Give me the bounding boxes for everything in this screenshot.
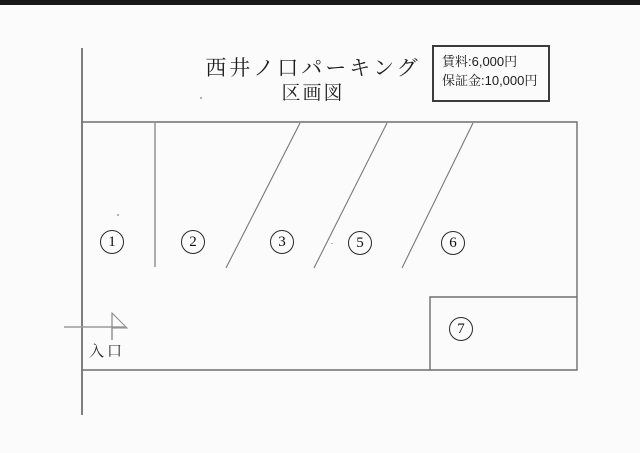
space-5-number: 5 bbox=[356, 234, 364, 251]
space-2-badge bbox=[181, 230, 205, 254]
space-3-number: 3 bbox=[278, 233, 286, 250]
page-subtitle: 区画図 bbox=[281, 83, 345, 104]
entrance-flag-icon bbox=[112, 313, 127, 328]
space-6-number: 6 bbox=[449, 234, 457, 251]
scan-speck bbox=[117, 214, 119, 216]
scan-speck bbox=[200, 97, 202, 99]
space-5-badge bbox=[348, 231, 372, 255]
space-3-badge bbox=[270, 230, 294, 254]
space-1-number: 1 bbox=[108, 233, 116, 250]
scan-speck bbox=[331, 243, 333, 244]
deposit-text: 保証金:10,000円 bbox=[442, 73, 538, 88]
space-1-badge bbox=[100, 230, 124, 254]
space-7-number: 7 bbox=[457, 320, 465, 337]
page-title: 西井ノ口パーキング bbox=[205, 57, 421, 80]
space-7-badge bbox=[449, 317, 473, 341]
space-6-badge bbox=[441, 231, 465, 255]
space-2-number: 2 bbox=[189, 233, 197, 250]
lot-outline bbox=[82, 122, 577, 370]
rent-text: 賃料:6,000円 bbox=[442, 54, 518, 69]
entrance-label: 入口 bbox=[89, 343, 126, 360]
